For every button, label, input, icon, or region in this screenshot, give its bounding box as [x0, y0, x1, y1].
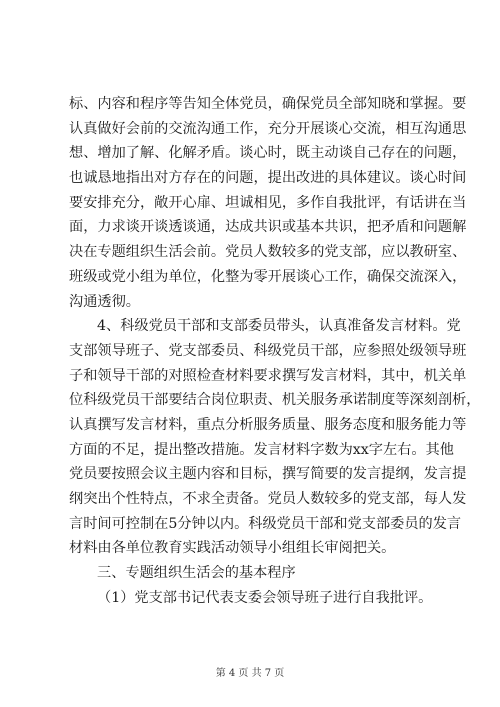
text-line: 沟通透彻。 [69, 293, 140, 310]
text-line: 班级或党小组为单位，化整为零开展谈心工作，确保交流深入， [69, 268, 467, 285]
text-line: 面，力求谈开谈透谈通，达成共识或基本共识，把矛盾和问题解 [69, 219, 467, 236]
text-line: 支部领导班子、党支部委员、科级党员干部，应参照处级领导班 [69, 342, 467, 359]
text-line: 要安排充分，敞开心扉、坦诚相见，多作自我批评，有话讲在当 [69, 194, 467, 211]
text-line: 材料由各单位教育实践活动领导小组组长审阅把关。 [69, 540, 396, 557]
text-line: 认真撰写发言材料，重点分析服务质量、服务态度和服务能力等 [69, 416, 467, 433]
text-line: 言时间可控制在5分钟以内。科级党员干部和党支部委员的发言 [69, 515, 462, 532]
text-line: 想、增加了解、化解矛盾。谈心时，既主动谈自己存在的问题， [69, 145, 467, 162]
procedure-item: （1）党支部书记代表支委会领导班子进行自我批评。 [97, 589, 433, 606]
text-line: 决在专题组织生活会前。党员人数较多的党支部，应以教研室、 [69, 244, 467, 261]
page-footer: 第 4 页 共 7 页 [215, 668, 285, 679]
text-line: 党员要按照会议主题内容和目标，撰写简要的发言提纲，发言提 [69, 466, 467, 483]
text-line: 位科级党员干部要结合岗位职责、机关服务承诺制度等深刻剖析， [69, 392, 481, 409]
text-line: 也诚恳地指出对方存在的问题，提出改进的具体建议。谈心时间 [69, 170, 467, 187]
text-line: 认真做好会前的交流沟通工作，充分开展谈心交流，相互沟通思 [69, 120, 467, 137]
section-4-heading-line: 4、科级党员干部和支部委员带头，认真准备发言材料。党 [97, 318, 461, 335]
text-line: 纲突出个性特点，不求全责备。党员人数较多的党支部，每人发 [69, 491, 467, 507]
text-line: 标、内容和程序等告知全体党员，确保党员全部知晓和掌握。要 [69, 96, 467, 112]
section-heading: 三、专题组织生活会的基本程序 [97, 565, 296, 582]
text-line: 方面的不足，提出整改措施。发言材料字数为xx字左右。其他 [69, 441, 454, 458]
text-line: 子和领导干部的对照检查材料要求撰写发言材料，其中，机关单 [69, 367, 467, 384]
body-text [69, 92, 481, 610]
